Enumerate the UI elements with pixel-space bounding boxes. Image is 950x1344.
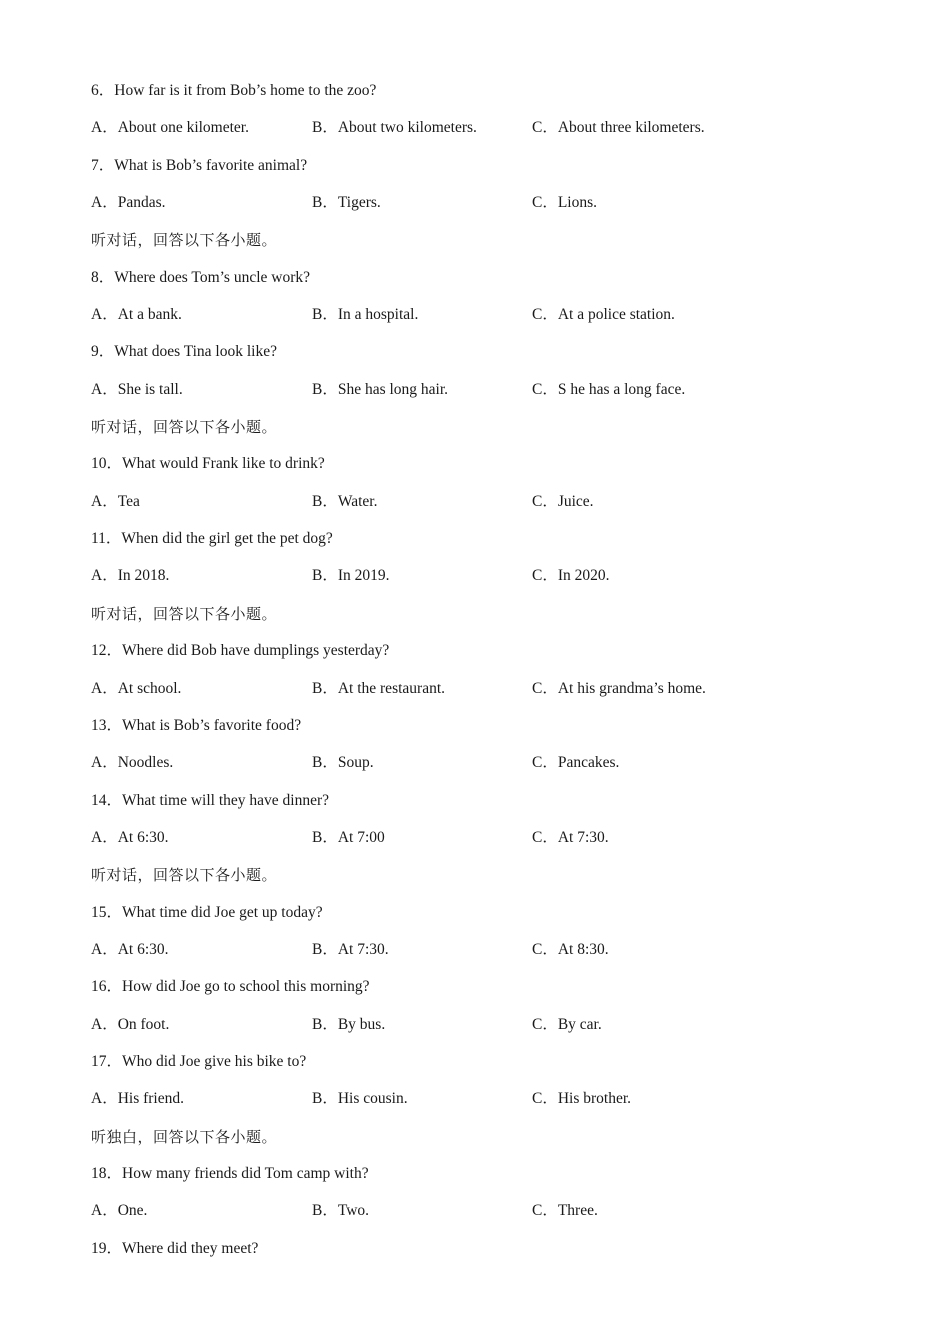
- question-17: 17．Who did Joe give his bike to?: [91, 1052, 307, 1070]
- option-c: C．Juice.: [532, 492, 594, 510]
- options-9: [91, 377, 891, 414]
- options-6: [91, 115, 891, 152]
- option-a: A．About one kilometer.: [91, 119, 249, 137]
- options-10: [91, 489, 891, 526]
- option-b: B．In a hospital.: [312, 306, 419, 324]
- question-7: 7．What is Bob’s favorite animal?: [91, 156, 308, 174]
- option-a: A．Pandas.: [91, 194, 166, 212]
- option-a: A．His friend.: [91, 1090, 184, 1108]
- question-16: 16．How did Joe go to school this morning?: [91, 978, 370, 996]
- section-instruction: 听对话，回答以下各小题。: [91, 604, 278, 623]
- option-a: A．One.: [91, 1202, 148, 1220]
- option-c: C．In 2020.: [532, 567, 610, 585]
- option-a: A．On foot.: [91, 1015, 170, 1033]
- question-10: 10．What would Frank like to drink?: [91, 455, 325, 473]
- options-18: [91, 1198, 891, 1235]
- section-instruction: 听对话，回答以下各小题。: [91, 866, 278, 885]
- option-b: B．Water.: [312, 492, 378, 510]
- option-c: C．S he has a long face.: [532, 380, 686, 398]
- section-instruction: 听对话，回答以下各小题。: [91, 231, 278, 250]
- option-b: B．At the restaurant.: [312, 679, 446, 697]
- option-c: C．At 8:30.: [532, 940, 609, 958]
- options-12: [91, 676, 891, 713]
- option-b: B．Soup.: [312, 754, 374, 772]
- option-c: C．At a police station.: [532, 306, 675, 324]
- option-a: A．At school.: [91, 679, 182, 697]
- question-19: 19．Where did they meet?: [91, 1239, 259, 1257]
- question-18: 18．How many friends did Tom camp with?: [91, 1164, 369, 1182]
- option-b: B．Tigers.: [312, 194, 381, 212]
- option-a: A．At a bank.: [91, 306, 182, 324]
- options-11: [91, 563, 891, 600]
- option-c: C．Lions.: [532, 194, 598, 212]
- option-a: A．At 6:30.: [91, 828, 169, 846]
- option-c: C．At his grandma’s home.: [532, 679, 706, 697]
- section-instruction: 听对话，回答以下各小题。: [91, 418, 278, 437]
- options-14: [91, 825, 891, 862]
- question-9: 9．What does Tina look like?: [91, 343, 277, 361]
- options-15: [91, 937, 891, 974]
- exam-page: [91, 78, 891, 1273]
- options-13: [91, 750, 891, 787]
- option-a: A．Noodles.: [91, 754, 174, 772]
- option-a: A．At 6:30.: [91, 940, 169, 958]
- options-8: [91, 302, 891, 339]
- option-c: C．Three.: [532, 1202, 598, 1220]
- options-7: [91, 190, 891, 227]
- options-17: [91, 1086, 891, 1123]
- option-b: B．In 2019.: [312, 567, 390, 585]
- option-a: A．She is tall.: [91, 380, 183, 398]
- option-a: A．Tea: [91, 492, 140, 510]
- options-16: [91, 1012, 891, 1049]
- question-12: 12．Where did Bob have dumplings yesterday?: [91, 642, 390, 660]
- option-b: B．About two kilometers.: [312, 119, 477, 137]
- question-11: 11．When did the girl get the pet dog?: [91, 530, 333, 548]
- option-c: C．His brother.: [532, 1090, 632, 1108]
- option-b: B．She has long hair.: [312, 380, 449, 398]
- question-13: 13．What is Bob’s favorite food?: [91, 716, 302, 734]
- question-14: 14．What time will they have dinner?: [91, 791, 330, 809]
- option-b: B．His cousin.: [312, 1090, 408, 1108]
- question-15: 15．What time did Joe get up today?: [91, 903, 323, 921]
- option-b: B．At 7:30.: [312, 940, 389, 958]
- option-c: C．Pancakes.: [532, 754, 620, 772]
- option-a: A．In 2018.: [91, 567, 170, 585]
- question-6: 6．How far is it from Bob’s home to the zoo?: [91, 82, 377, 99]
- option-c: C．By car.: [532, 1015, 602, 1033]
- option-c: C．About three kilometers.: [532, 119, 705, 137]
- section-instruction: 听独白，回答以下各小题。: [91, 1127, 278, 1146]
- question-8: 8．Where does Tom’s uncle work?: [91, 268, 311, 286]
- option-b: B．At 7:00: [312, 828, 385, 846]
- option-c: C．At 7:30.: [532, 828, 609, 846]
- option-b: B．By bus.: [312, 1015, 386, 1033]
- option-b: B．Two.: [312, 1202, 370, 1220]
